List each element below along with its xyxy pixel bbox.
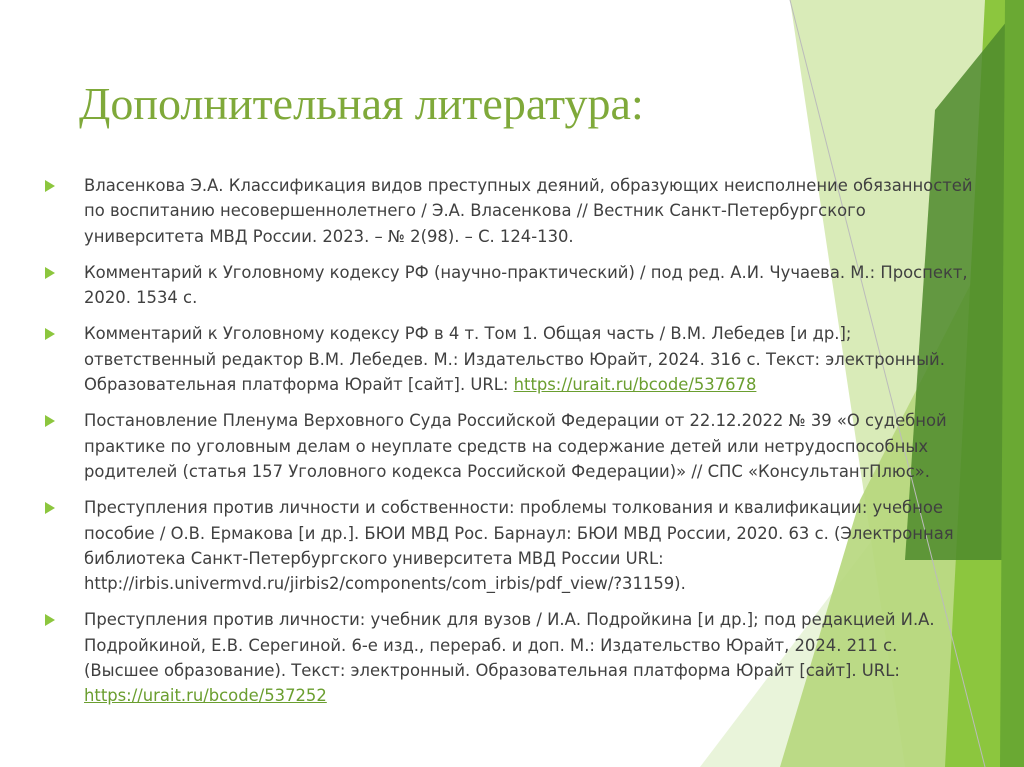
bullet-arrow-icon [45, 267, 55, 279]
list-item [45, 495, 975, 596]
reference-text: Постановление Пленума Верховного Суда Российской Федерации от 22.12.2022 № 39 «О судебной практике по уголовным делам о неуплате средств на содержание детей или нетрудоспособных родителей (статья 157 Уголовного кодекса Российской Федерации)» // СПС «КонсультантПлюс». [84, 411, 947, 481]
bullet-arrow-icon [45, 180, 55, 192]
list-item [45, 173, 975, 249]
bullet-arrow-icon [45, 415, 55, 427]
list-item [45, 321, 975, 397]
reference-link[interactable]: https://urait.ru/bcode/537252 [84, 686, 327, 706]
reference-text: Преступления против личности и собственности: проблемы толкования и квалификации: учебное пособие / О.В. Ермакова [и др.]. БЮИ МВД Рос. Барнаул: БЮИ МВД России, 2020. 63 с. (Электронная библиотека Санкт-Петербургского университета МВД России URL: http://irbis.univermvd.ru/jirbis2/components/com_irbis/pdf_view/?31159). [84, 498, 954, 594]
bullet-arrow-icon [45, 614, 55, 626]
reference-list [45, 173, 975, 709]
reference-text: Власенкова Э.А. Классификация видов преступных деяний, образующих неисполнение обязанностей по воспитанию несовершеннолетнего / Э.А. Власенкова // Вестник Санкт-Петербургского университета МВД России. 2023. – № 2(98). – С. 124-130. [84, 176, 973, 246]
reference-text: Комментарий к Уголовному кодексу РФ (научно-практический) / под ред. А.И. Чучаева. М.: Проспект, 2020. 1534 с. [84, 262, 968, 308]
bullet-arrow-icon [45, 502, 55, 514]
list-item [45, 408, 975, 484]
reference-text: Преступления против личности: учебник для вузов / И.А. Подройкина [и др.]; под редакцией И.А. Подройкиной, Е.В. Серегиной. 6-е изд., перераб. и доп. М.: Издательство Юрайт, 2024. 211 с. (Высшее образование). Текст: электронный. Образовательная платформа Юрайт [сайт]. URL: [84, 610, 935, 681]
list-item [45, 260, 975, 311]
reference-link[interactable]: https://urait.ru/bcode/537678 [513, 375, 757, 395]
reference-text: Комментарий к Уголовному кодексу РФ в 4 т. Том 1. Общая часть / В.М. Лебедев [и др.]; ответственный редактор В.М. Лебедев. М.: Издательство Юрайт, 2024. 316 с. Текст: электронный. Образовательная платформа Юрайт [сайт]. URL: [84, 324, 945, 395]
bullet-arrow-icon [45, 328, 55, 340]
list-item [45, 607, 975, 708]
slide-title: Дополнительная литература: [79, 78, 644, 129]
